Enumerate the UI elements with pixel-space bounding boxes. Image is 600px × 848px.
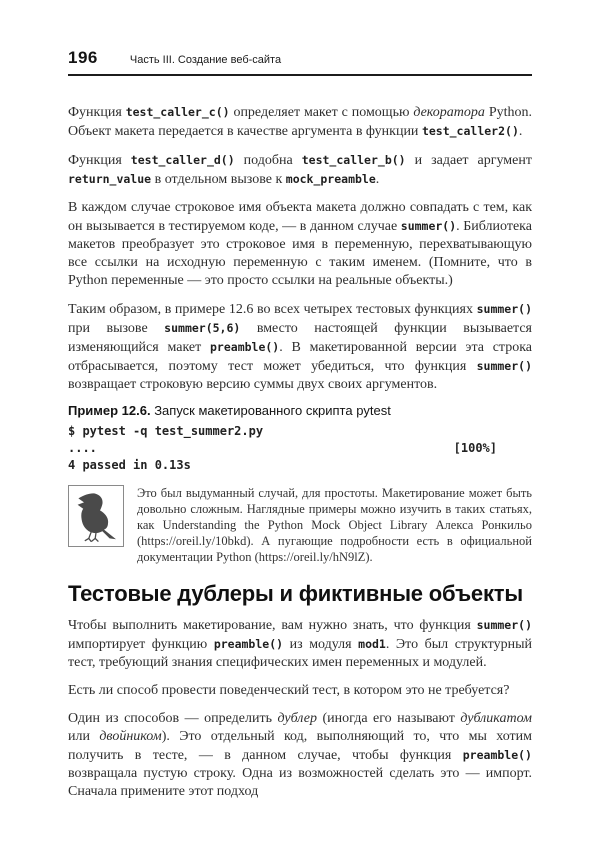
example-caption-text: Запуск макетированного скрипта pytest — [150, 402, 391, 418]
page-header — [68, 48, 532, 68]
example-label: Пример 12.6. — [68, 402, 151, 418]
paragraph: Один из способов — определить дублер (иногда его называют дубликатом или двойником). Это отдельный код, выполняющий то, что мы хотим получить в тесте, — в данном случае, чтобы функция preamble() возвращала пустую строку. Одна из возможностей сделать это — импорт. Сначала примените этот подход — [68, 710, 532, 799]
code-line: $ pytest -q test_summer2.py — [68, 423, 264, 438]
paragraph: Функция test_caller_d() подобна test_caller_b() и задает аргумент return_value в отдельном вызове к mock_preamble. — [68, 152, 532, 187]
pytest-dots: .... — [68, 440, 97, 455]
paragraph: Функция test_caller_c() определяет макет с помощью декоратора Python. Объект макета передается в качестве аргумента в функции test_caller2(). — [68, 104, 532, 139]
raven-icon — [72, 488, 120, 544]
page-number: 196 — [68, 48, 98, 67]
terminal-output — [68, 423, 532, 474]
code-line: 4 passed in 0.13s — [68, 457, 191, 472]
running-title: Часть III. Создание веб-сайта — [129, 54, 282, 66]
paragraph: Чтобы выполнить макетирование, вам нужно знать, что функция summer() импортирует функцию preamble() из модуля mod1. Это был структурный тест, требующий знания специфических имен переменных и модулей. — [68, 617, 532, 670]
note-text: Это был выдуманный случай, для простоты. Макетирование может быть довольно сложным. Наглядные примеры можно изучить в таких статьях, как Understanding the Python Mock Object Library Алекса Ронкильо (https://oreil.ly/10bkd). А пугающие подробности есть в официальной документации Python (https://oreil.ly/hN9lZ). — [137, 485, 532, 564]
note-block — [68, 485, 532, 565]
section-heading: Тестовые дублеры и фиктивные объекты — [68, 580, 523, 606]
paragraph: В каждом случае строковое имя объекта макета должно совпадать с тем, как он вызывается в тестируемом коде, — в данном случае summer(). Библиотека макетов преобразует это строковое имя в переменную, перехватывающую все ссылки на исходную переменную с таким именем. (Помните, что в Python переменные — это просто ссылки на реальные объекты.) — [68, 199, 532, 288]
code-line — [68, 440, 532, 457]
note-icon-frame — [68, 485, 124, 547]
example-caption — [68, 403, 532, 418]
header-rule — [68, 74, 532, 76]
paragraph: Таким образом, в примере 12.6 во всех четырех тестовых функциях summer() при вызове summer(5,6) вместо настоящей функции вызывается изменяющийся макет preamble(). В макетированной версии эта строка отбрасывается, поэтому тест может убедиться, что функция summer() возвращает строковую версию суммы двух своих аргументов. — [68, 301, 533, 392]
pytest-percent: [100%] — [453, 440, 497, 455]
paragraph: Есть ли способ провести поведенческий тест, в котором это не требуется? — [68, 682, 510, 698]
